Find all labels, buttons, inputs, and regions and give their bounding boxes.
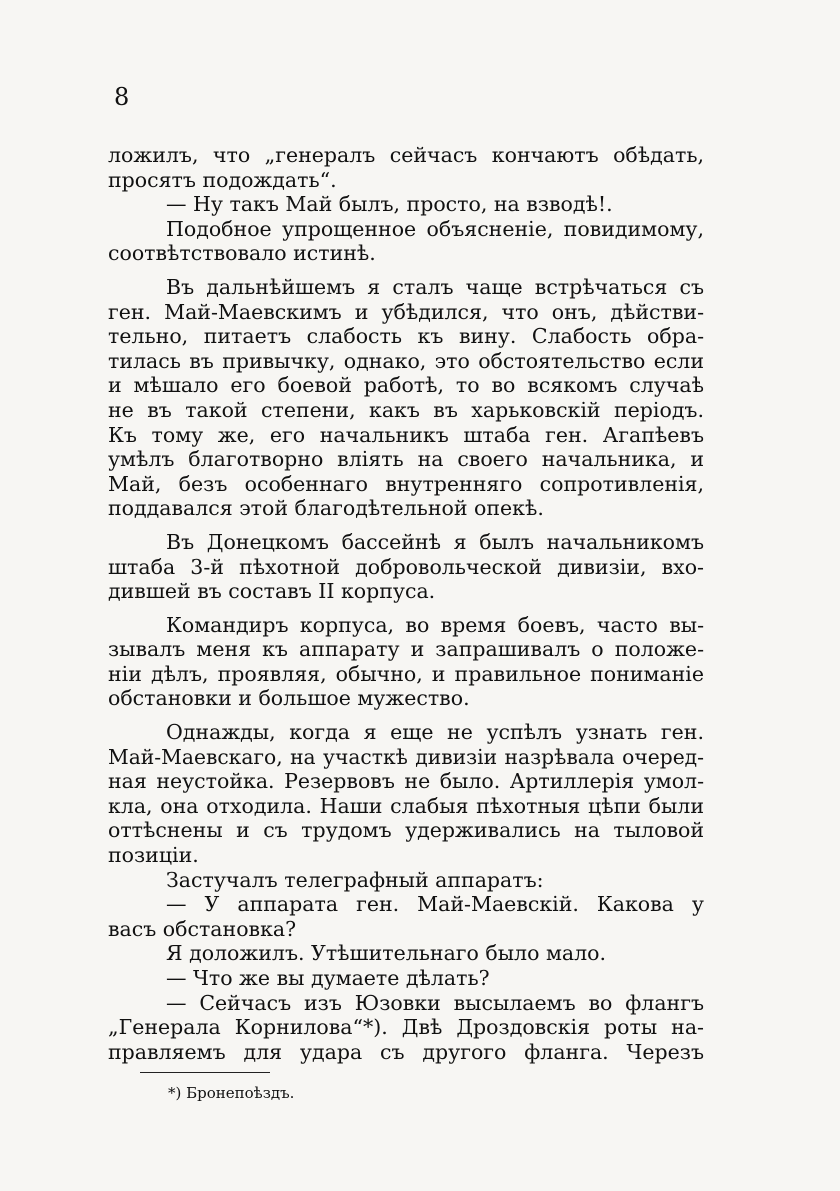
text-line: дившей въ составъ II корпуса.	[108, 579, 436, 604]
text-line: тилась въ привычку, однако, это обстоятельство если	[108, 348, 704, 373]
text-line: ложилъ, что „генералъ сейчасъ кончаютъ обѣдать,	[108, 143, 704, 167]
text-line: обстановки и большое мужество.	[108, 686, 470, 711]
footnote-divider	[140, 1072, 270, 1073]
page-number: 8	[114, 83, 130, 111]
text-line: Командиръ корпуса, во время боевъ, часто вы-	[166, 612, 704, 637]
text-line: Въ Донецкомъ бассейнѣ я былъ начальникомъ	[166, 529, 704, 554]
text-line: — Сейчасъ изъ Юзовки высылаемъ во флангъ	[166, 990, 704, 1015]
text-line: Я доложилъ. Утѣшительнаго было мало.	[166, 941, 606, 966]
text-line: ніи дѣлъ, проявляя, обычно, и правильное пониманіе	[108, 661, 704, 686]
text-line: — Что же вы думаете дѣлать?	[166, 966, 490, 990]
text-line: — У аппарата ген. Май-Маевскій. Какова у	[166, 892, 704, 917]
text-line: Однажды, когда я еще не успѣлъ узнать ген.	[166, 720, 704, 745]
text-line: Май-Маевскаго, на участкѣ дивизіи назрѣвала очеред-	[108, 744, 704, 769]
text-line: умѣлъ благотворно вліять на своего начальника, и	[108, 447, 704, 472]
text-line: зывалъ меня къ аппарату и запрашивалъ о положе-	[108, 637, 704, 662]
text-line: правляемъ для удара съ другого фланга. Черезъ	[108, 1039, 704, 1064]
text-line: и мѣшало его боевой работѣ, то во всякомъ случаѣ	[108, 373, 704, 398]
text-line: штаба 3-й пѣхотной добровольческой дивизіи, вхо-	[108, 554, 704, 579]
text-line: Подобное упрощенное объясненіе, повидимому,	[166, 216, 704, 241]
body-text	[108, 143, 704, 1064]
text-line: оттѣснены и съ трудомъ удерживались на тыловой	[108, 818, 704, 843]
text-line: Застучалъ телеграфный аппаратъ:	[166, 867, 544, 892]
text-line: васъ обстановка?	[108, 916, 297, 941]
text-line: ген. Май-Маевскимъ и убѣдился, что онъ, дѣйстви-	[108, 299, 704, 324]
text-line: соотвѣтствовало истинѣ.	[108, 241, 376, 266]
text-line: позиціи.	[108, 843, 199, 868]
text-line: поддавался этой благодѣтельной опекѣ.	[108, 496, 544, 521]
text-line: кла, она отходила. Наши слабыя пѣхотныя цѣпи были	[108, 793, 704, 818]
text-line: тельно, питаетъ слабость къ вину. Слабость обра-	[108, 324, 704, 349]
text-line: „Генерала Корнилова“*). Двѣ Дроздовскія роты на-	[108, 1015, 704, 1040]
text-line: Къ тому же, его начальникъ штаба ген. Агапѣевъ	[108, 422, 704, 447]
text-line: Въ дальнѣйшемъ я сталъ чаще встрѣчаться съ	[166, 274, 704, 299]
text-line: Май, безъ особеннаго внутренняго сопротивленія,	[108, 471, 704, 496]
text-line: не въ такой степени, какъ въ харьковскій періодъ.	[108, 397, 704, 422]
footnote: *) Бронепоѣздъ.	[168, 1084, 295, 1102]
text-line: ная неустойка. Резервовъ не было. Артиллерія умол-	[108, 769, 704, 794]
text-line: — Ну такъ Май былъ, просто, на взводѣ!.	[166, 192, 613, 217]
text-line: просятъ подождать“.	[108, 167, 337, 192]
